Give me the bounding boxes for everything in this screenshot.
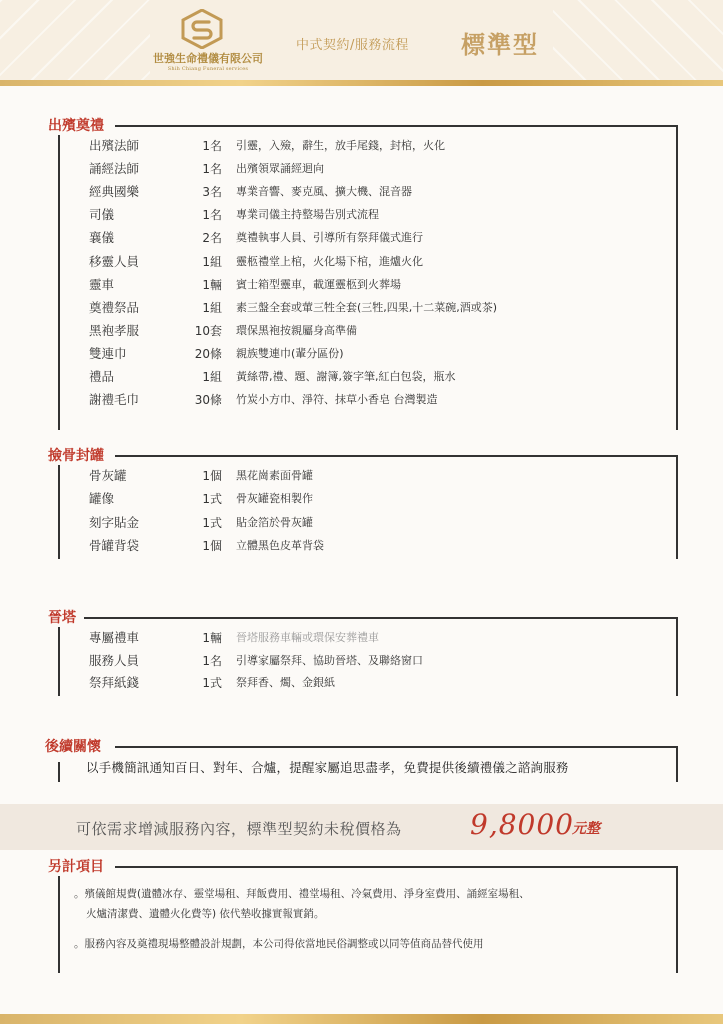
- item-quantity: 1式: [202, 492, 222, 507]
- item-description: 竹炭小方巾、淨符、抹草小香皂 台灣製造: [236, 393, 438, 407]
- item-quantity: 1名: [202, 653, 222, 668]
- section-top-rule: [84, 617, 678, 619]
- item-name: 誦經法師: [89, 161, 140, 177]
- section-followup: [0, 738, 723, 788]
- item-row: [0, 228, 723, 248]
- header-banner: [0, 0, 723, 86]
- item-description: 專業司儀主持整場告別式流程: [236, 208, 379, 222]
- price-description: 可依需求增減服務內容，標準型契約未稅價格為: [76, 820, 402, 838]
- item-quantity: 30條: [194, 393, 222, 408]
- section-funeral: [0, 117, 723, 437]
- section-right-rule: [676, 866, 678, 973]
- item-description: 引靈，入殮，辭生，放手尾錢，封棺，火化: [236, 139, 445, 152]
- item-name: 謝禮毛巾: [89, 392, 140, 408]
- item-description: 祭拜香、燭、金銀紙: [236, 676, 335, 689]
- item-description: 黃絲帶,禮、題、謝簿,簽字筆,紅白包袋，瓶水: [236, 370, 456, 383]
- item-quantity: 1名: [202, 162, 222, 177]
- item-row: [0, 628, 723, 648]
- item-description: 賓士箱型靈車，載運靈柩到火葬場: [236, 277, 401, 291]
- item-description: 立體黑色皮革背袋: [236, 538, 324, 552]
- price-unit: 元整: [572, 821, 600, 837]
- item-description: 晉塔服務車輛或環保安葬禮車: [236, 631, 379, 644]
- company-name-english: Shih Chiang Funeral services: [167, 66, 249, 72]
- section-extras: [0, 858, 723, 976]
- item-quantity: 1輛: [202, 277, 222, 292]
- item-name: 襄儀: [89, 230, 115, 246]
- price-banner: [0, 804, 723, 850]
- section-top-rule: [115, 125, 678, 127]
- page-title: 標準型: [461, 31, 539, 59]
- price-amount: 9,8000: [470, 808, 574, 841]
- item-row: [0, 321, 723, 341]
- item-name: 黑袍孝服: [89, 322, 140, 338]
- section-top-rule: [115, 866, 678, 868]
- item-row: [0, 136, 723, 156]
- header-subtitle: 中式契約/服務流程: [296, 38, 409, 53]
- item-name: 出殯法師: [89, 138, 140, 153]
- item-name: 司儀: [89, 207, 115, 223]
- item-row: [0, 390, 723, 410]
- item-name: 專屬禮車: [89, 630, 140, 645]
- item-row: [0, 182, 723, 202]
- item-row: [0, 275, 723, 295]
- item-description: 貼金箔於骨灰罐: [236, 515, 313, 529]
- item-quantity: 1名: [202, 208, 222, 223]
- item-quantity: 3名: [202, 185, 222, 200]
- extras-note: 。殯儀館規費(遺體冰存、靈堂場租、拜飯費用、禮堂場租、冷氣費用、淨身室費用、誦經室場租、: [74, 888, 530, 900]
- item-name: 骨灰罐: [89, 468, 127, 483]
- item-name: 祭拜紙錢: [89, 675, 140, 690]
- section-title: 另計項目: [48, 858, 108, 876]
- item-quantity: 1組: [202, 254, 222, 269]
- section-top-rule: [115, 746, 678, 748]
- section-title: 晉塔: [48, 609, 80, 627]
- item-row: [0, 159, 723, 179]
- item-name: 骨罐背袋: [89, 537, 140, 553]
- item-name: 罐像: [89, 491, 115, 507]
- item-quantity: 1式: [202, 676, 222, 690]
- section-title: 出殯奠禮: [48, 117, 108, 135]
- item-row: [0, 344, 723, 364]
- item-quantity: 1個: [202, 538, 222, 553]
- header-gold-stripe: [0, 80, 723, 86]
- item-description: 黑花崗素面骨罐: [236, 469, 313, 482]
- header-decoration-left: [0, 0, 150, 86]
- item-row: [0, 536, 723, 556]
- item-name: 刻字貼金: [89, 514, 140, 530]
- section-title: 撿骨封罐: [48, 447, 108, 465]
- item-row: [0, 298, 723, 318]
- item-row: [0, 673, 723, 693]
- item-description: 專業音響、麥克風、擴大機、混音器: [236, 185, 412, 199]
- section-left-rule: [58, 876, 60, 973]
- company-logo-icon: [181, 9, 223, 49]
- item-quantity: 1個: [202, 469, 222, 483]
- item-name: 服務人員: [89, 652, 140, 668]
- item-row: [0, 466, 723, 486]
- section-title: 後續關懷: [45, 738, 105, 756]
- item-quantity: 1名: [202, 139, 222, 153]
- item-description: 引導家屬祭拜、協助晉塔、及聯絡窗口: [236, 653, 423, 667]
- item-name: 奠禮祭品: [89, 299, 140, 315]
- company-name: 世強生命禮儀有限公司: [153, 52, 263, 65]
- item-description: 出殯領眾誦經迴向: [236, 162, 324, 176]
- item-description: 骨灰罐瓷相製作: [236, 492, 313, 506]
- section-top-rule: [115, 455, 678, 457]
- item-name: 雙連巾: [89, 345, 127, 361]
- item-quantity: 10套: [194, 323, 222, 338]
- item-row: [0, 513, 723, 533]
- item-name: 移靈人員: [89, 253, 140, 269]
- item-quantity: 1組: [202, 370, 222, 384]
- followup-description: 以手機簡訊通知百日、對年、合爐，提醒家屬追思盡孝，免費提供後續禮儀之諮詢服務: [86, 760, 569, 775]
- footer-gold-stripe: [0, 1014, 723, 1024]
- item-quantity: 1輛: [202, 631, 222, 645]
- item-quantity: 2名: [202, 231, 222, 246]
- section-urn: [0, 447, 723, 567]
- item-row: [0, 367, 723, 387]
- item-quantity: 1組: [202, 300, 222, 315]
- item-quantity: 20條: [194, 346, 222, 361]
- item-quantity: 1式: [202, 515, 222, 530]
- header-decoration-right: [553, 0, 723, 86]
- item-name: 靈車: [89, 276, 115, 292]
- extras-note: 火爐清潔費、遺體火化費等) 依代墊收據實報實銷。: [86, 908, 325, 920]
- section-left-rule: [58, 762, 60, 782]
- item-name: 禮品: [89, 369, 115, 384]
- extras-note: 。服務內容及奠禮現場整體設計規劃，本公司得依當地民俗調整或以同等值商品替代使用: [74, 938, 484, 950]
- section-tower: [0, 609, 723, 701]
- item-row: [0, 252, 723, 272]
- item-description: 奠禮執事人員、引導所有祭拜儀式進行: [236, 231, 423, 245]
- item-description: 素三盤全套或葷三牲全套(三牲,四果,十二菜碗,酒或茶): [236, 300, 498, 314]
- section-right-rule: [676, 746, 678, 782]
- item-description: 環保黑袍按親屬身高準備: [236, 323, 357, 337]
- item-description: 靈柩禮堂上棺，火化場下棺，進爐火化: [236, 254, 423, 268]
- item-row: [0, 489, 723, 509]
- item-description: 親族雙連巾(輩分區份): [236, 346, 344, 360]
- item-row: [0, 651, 723, 671]
- item-name: 經典國樂: [89, 184, 140, 200]
- item-row: [0, 205, 723, 225]
